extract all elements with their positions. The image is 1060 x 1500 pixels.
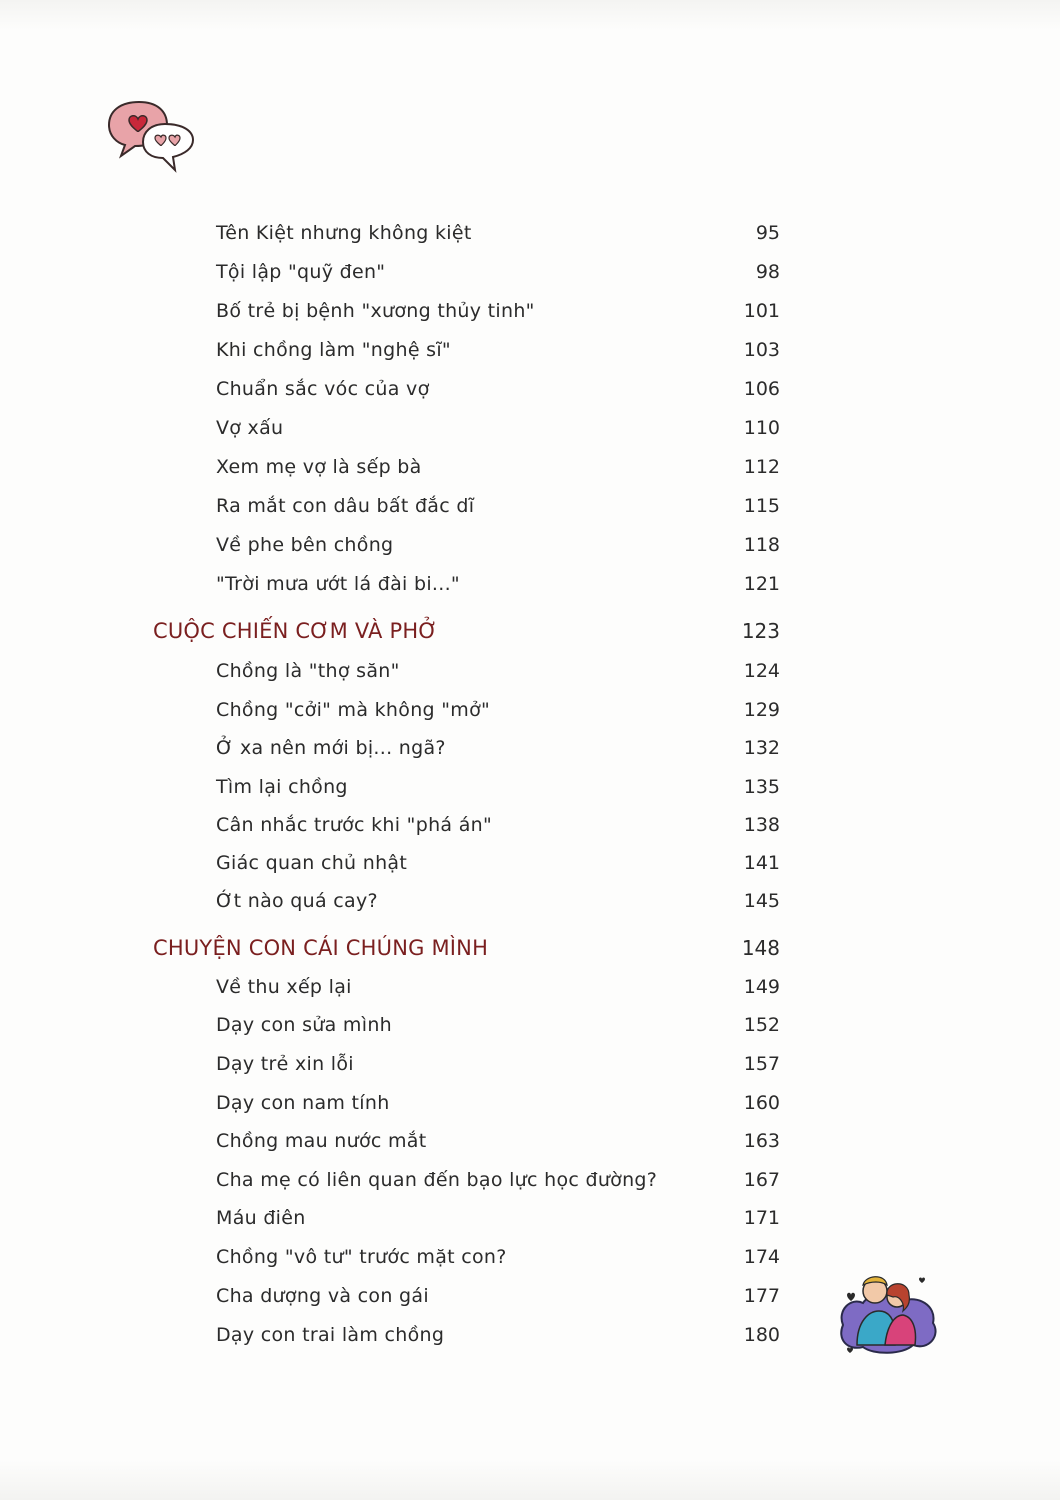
section-title: CUỘC CHIẾN CƠM VÀ PHỞ: [153, 619, 438, 643]
toc-entry: [0, 298, 1060, 336]
toc-entry: [0, 454, 1060, 492]
entry-title: Dạy trẻ xin lỗi: [216, 1053, 354, 1075]
page-number: 138: [743, 814, 780, 836]
entry-title: Vợ xấu: [216, 417, 284, 439]
entry-title: Ở xa nên mới bị... ngã?: [216, 737, 446, 759]
entry-title: Cân nhắc trước khi "phá án": [216, 814, 493, 836]
toc-entry: [0, 1090, 1060, 1128]
toc-entry: [0, 774, 1060, 812]
entry-title: Chồng là "thợ săn": [216, 660, 400, 682]
page-number: 98: [755, 261, 780, 283]
page-number: 152: [743, 1014, 780, 1036]
entry-title: Ra mắt con dâu bất đắc dĩ: [216, 495, 475, 517]
entry-title: Giác quan chủ nhật: [216, 852, 408, 874]
page-number: 174: [743, 1246, 780, 1268]
page-number: 145: [743, 890, 780, 912]
page-number: 106: [743, 378, 780, 400]
page-number: 110: [743, 417, 780, 439]
toc-entry: [0, 493, 1060, 531]
page-number: 129: [743, 699, 780, 721]
page-number: 157: [743, 1053, 780, 1075]
entry-title: Chồng mau nước mắt: [216, 1130, 427, 1152]
toc-entry: [0, 888, 1060, 926]
page-number: 121: [743, 573, 780, 595]
page-number: 141: [743, 852, 780, 874]
entry-title: Xem mẹ vợ là sếp bà: [216, 456, 422, 478]
toc-entry: [0, 1051, 1060, 1089]
page-number: 115: [743, 495, 780, 517]
page-number: 132: [743, 737, 780, 759]
toc-entry: [0, 532, 1060, 570]
page-number: 171: [743, 1207, 780, 1229]
toc-entry: [0, 571, 1060, 609]
page-number: 163: [743, 1130, 780, 1152]
section-title: CHUYỆN CON CÁI CHÚNG MÌNH: [153, 936, 489, 960]
entry-title: Chuẩn sắc vóc của vợ: [216, 378, 430, 400]
page-number: 167: [743, 1169, 780, 1191]
entry-title: Ớt nào quá cay?: [216, 890, 378, 912]
entry-title: Dạy con trai làm chồng: [216, 1324, 445, 1346]
page-number: 124: [743, 660, 780, 682]
toc-entry: [0, 1012, 1060, 1050]
toc-entry: [0, 1128, 1060, 1166]
entry-title: Cha dượng và con gái: [216, 1285, 429, 1307]
page-number: 103: [743, 339, 780, 361]
entry-title: "Trời mưa ướt lá đài bi...": [216, 573, 460, 595]
toc-entry: [0, 259, 1060, 297]
toc-entry: [0, 974, 1060, 1012]
page-number: 101: [743, 300, 780, 322]
page-number: 95: [755, 222, 780, 244]
page-number: 112: [743, 456, 780, 478]
entry-title: Khi chồng làm "nghệ sĩ": [216, 339, 451, 361]
toc-section: [0, 935, 1060, 973]
toc-section: [0, 618, 1060, 656]
entry-title: Máu điên: [216, 1207, 306, 1229]
page-number: 180: [743, 1324, 780, 1346]
page-number: 123: [741, 619, 780, 643]
entry-title: Bố trẻ bị bệnh "xương thủy tinh": [216, 300, 535, 322]
couple-illustration: [833, 1265, 943, 1355]
page-number: 135: [743, 776, 780, 798]
page-number: 177: [743, 1285, 780, 1307]
page-number: 118: [743, 534, 780, 556]
toc-entry: [0, 220, 1060, 258]
entry-title: Về thu xếp lại: [216, 976, 352, 998]
entry-title: Dạy con nam tính: [216, 1092, 390, 1114]
toc-entry: [0, 735, 1060, 773]
toc-entry: [0, 697, 1060, 735]
page-number: 148: [741, 936, 780, 960]
entry-title: Dạy con sửa mình: [216, 1014, 393, 1036]
entry-title: Tên Kiệt nhưng không kiệt: [216, 222, 472, 244]
toc-entry: [0, 415, 1060, 453]
entry-title: Chồng "cởi" mà không "mở": [216, 699, 491, 721]
toc-entry: [0, 812, 1060, 850]
toc-entry: [0, 1167, 1060, 1205]
speech-bubbles-hearts-icon: [105, 98, 201, 180]
page-number: 160: [743, 1092, 780, 1114]
page-number: 149: [743, 976, 780, 998]
toc-entry: [0, 376, 1060, 414]
toc-entry: [0, 850, 1060, 888]
toc-entry: [0, 658, 1060, 696]
entry-title: Tìm lại chồng: [216, 776, 348, 798]
entry-title: Cha mẹ có liên quan đến bạo lực học đường?: [216, 1169, 658, 1191]
entry-title: Chồng "vô tư" trước mặt con?: [216, 1246, 507, 1268]
toc-entry: [0, 1205, 1060, 1243]
entry-title: Về phe bên chồng: [216, 534, 394, 556]
entry-title: Tội lập "quỹ đen": [216, 261, 386, 283]
toc-entry: [0, 337, 1060, 375]
